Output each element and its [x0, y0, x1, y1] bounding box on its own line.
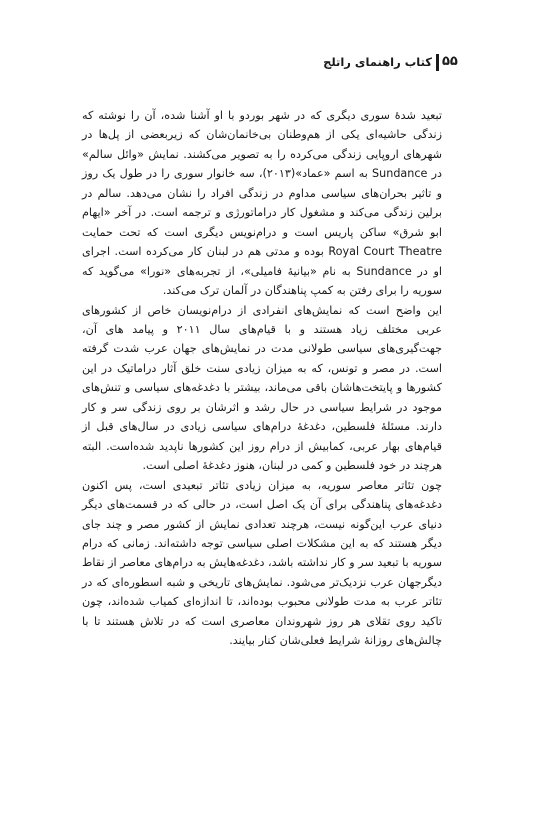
page-header — [0, 52, 535, 72]
header-divider — [436, 54, 439, 71]
paragraph-3: چون تئاتر معاصر سوریه، به میزان زیادی تئاتر تبعیدی است، پس اکنون دغدغه‌های پناهندگی برای آن یک اصل است، در حالی که در قسمت‌های دیگر دنیای عرب این‌گونه نیست، هرچند تعدادی نمایش از کشور مصر و چند جای دیگر هستند که به این مشکلات اصلی سیاسی توجه داشته‌اند. زمانی که درام سوریه با تبعید سر و کار نداشته باشد، دغدغه‌هایش به درام‌های معاصر از نقاط دیگرجهان عرب نزدیک‌تر می‌شود. نمایش‌های تاریخی و شبه اسطوره‌ای که در تئاتر عرب به مدت طولانی محبوب بوده‌اند، تا اندازه‌ای کمیاب شده‌اند، چون تاکید روی تقلای هر روز شهروندان معاصری است که در تلاش هستند تا با چالش‌های روزانهٔ شرایط فعلی‌شان کنار بیایند. — [82, 478, 442, 648]
paragraph-1: تبعید شدهٔ سوری دیگری که در شهر بوردو با او آشنا شده، آن را نوشته که زندگی حاشیه‌ای یکی از هم‌وطنان بی‌خانمان‌شان که زیربعضی از پل‌ها در شهرهای اروپایی زندگی می‌کرده را به تصویر می‌کشند. نمایش «وائل سالم» در Sundance به اسم «عماد»(۲۰۱۳)، سه خانوار سوری را در طول یک روز و تاثیر بحران‌های سیاسی مداوم در زندگی افراد را نشان می‌دهد. سالم در برلین زندگی می‌کند و مشغول کار دراماتورژی و ترجمه است. در آخر «ایهام ابو شرق» ساکن پاریس است و درام‌نویس دیگری است که تحت حمایت Royal Court Theatre بوده و مدتی هم در لبنان کار می‌کرده است. اجرای او در Sundance به نام «بیانیهٔ فامیلی»، از تجربه‌های «نورا» می‌گوید که سوریه را برای رفتن به کمپ پناهندگان در آلمان ترک می‌کند. — [82, 109, 442, 298]
body-text — [82, 106, 442, 651]
running-title: کتاب راهنمای راتلج — [323, 55, 432, 69]
paragraph-2: این واضح است که نمایش‌های انفرادی از درام‌نویسان خاص از کشورهای عربی مختلف زیاد هستند و با قیام‌های سال ۲۰۱۱ و پیامد های آن، جهت‌گیری‌های سیاسی طولانی مدت در نمایش‌های جهان عرب شدت گرفته است. در مصر و تونس، که به میزان زیادی سنت خلق آثار دراماتیک در این کشورها و پایتخت‌هاشان باقی می‌ماند، بیشتر با دغدغه‌های سیاسی و تنش‌های موجود در شرایط سیاسی در حال رشد و اثرشان بر روی زندگی سر و کار دارند. مسئلهٔ فلسطین، دغدغهٔ درام‌های سیاسی زیادی در سال‌های قبل از قیام‌های بهار عربی، کمابیش از درام روز این کشورها ناپدید شده‌است. البته هرچند در خود فلسطین و کمی در لبنان، هنوز دغدغهٔ اصلی است. — [82, 303, 443, 473]
page-number: ۵۵ — [442, 54, 458, 69]
